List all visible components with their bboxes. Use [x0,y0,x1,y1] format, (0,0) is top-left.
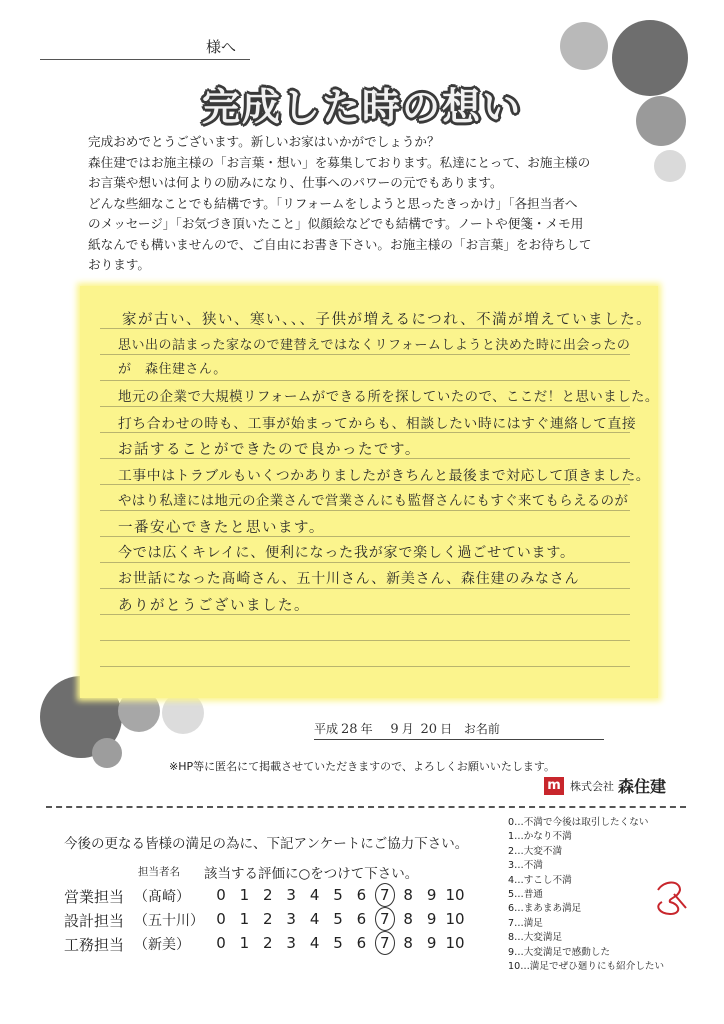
letter-line: 工事中はトラブルもいくつかありましたがきちんと最後まで対応して頂きました。 [118,468,651,484]
rating-row [64,886,464,910]
rating-option[interactable]: 4 [309,886,320,904]
rating-option[interactable]: 10 [445,934,465,952]
letter-line: 打ち合わせの時も、工事が始まってからも、相談したい時にはすぐ連絡して直接 [118,416,637,432]
rating-option[interactable]: 6 [356,886,367,904]
rating-option[interactable]: 6 [356,934,367,952]
rating-row-label: 工務担当 [64,936,125,954]
ruled-line [100,640,630,641]
rating-legend [508,816,664,974]
ruled-line [100,484,630,485]
letter-line: 家が古い、狭い、寒い、、、子供が増えるにつれ、不満が増えていました。 [122,312,653,328]
letter-line: 今では広くキレイに、便利になった我が家で楽しく過ごせています。 [118,545,575,561]
staff-name: （髙崎） [134,889,190,905]
rating-option[interactable]: 2 [263,886,273,904]
rating-option[interactable]: 3 [286,934,296,952]
rating-option[interactable]: 7 [374,934,396,952]
addressee-suffix: 様へ [205,38,236,56]
rating-option[interactable]: 0 [216,910,226,928]
month-unit: 月 [401,722,414,736]
ruled-line [100,406,630,407]
legend-item: 7…満足 [508,917,543,929]
rating-option[interactable]: 9 [426,886,437,904]
rating-option[interactable]: 5 [333,934,343,952]
survey-title: 今後の更なる皆様の満足の為に、下記アンケートにご協力下さい。 [64,836,469,852]
rating-row-label: 設計担当 [64,912,125,930]
addressee-line [40,36,250,60]
legend-item: 2…大変不満 [508,845,563,857]
rating-row [64,934,464,958]
intro-line: お言葉や想いは何よりの励みになり、仕事へのパワーの元でもあります。 [88,175,503,190]
rating-option[interactable]: 0 [216,886,226,904]
company-name: 森住建 [618,777,667,796]
rating-option[interactable]: 0 [216,934,226,952]
day-value: 20 [420,722,438,737]
letter-line: 一番安心できたと思います。 [118,520,325,536]
year-unit: 年 [360,722,373,736]
decor-circle [162,692,204,734]
intro-line: 紙なんでも構いませんので、ご自由にお書き下さい。お施主様の「お言葉」をお待ちして [88,236,592,252]
name-label: お名前 [463,722,500,736]
rating-option[interactable]: 9 [426,910,437,928]
legend-item: 8…大変満足 [508,932,563,944]
intro-line: おります。 [88,257,150,272]
rating-row-label: 営業担当 [64,888,125,906]
staff-name: （五十川） [134,913,204,929]
legend-item: 0…不満で今後は取引したくない [508,817,649,828]
rating-option[interactable]: 10 [445,910,465,928]
rating-option[interactable]: 8 [403,910,413,928]
legend-item: 6…まあまあ満足 [508,903,582,915]
rating-option[interactable]: 6 [356,910,367,928]
day-unit: 日 [440,722,453,736]
intro-line: のメッセージ」「お気づき頂いたこと」似顔絵などでも結構です。ノートや便箋・メモ用 [88,216,584,231]
ruled-line [100,588,630,589]
rating-option[interactable]: 4 [309,934,320,952]
letter-line: ありがとうございました。 [118,598,310,614]
rating-option[interactable]: 1 [239,910,250,928]
ruled-line [100,562,630,563]
handwritten-stamp-icon [650,876,690,918]
rating-option[interactable]: 7 [374,886,396,904]
rating-option[interactable]: 1 [239,934,250,952]
intro-line: どんな些細なことでも結構です。「リフォームをしようと思ったきっかけ」「各担当者へ [88,195,578,211]
rating-option[interactable]: 4 [309,910,320,928]
decor-circle [560,22,608,70]
rating-option[interactable]: 7 [374,910,396,928]
publication-notice: ※HP等に匿名にて掲載させていただきますので、よろしくお願いいたします。 [168,760,556,773]
staff-name-header: 担当者名 [138,866,180,878]
rating-option[interactable]: 10 [445,886,465,904]
legend-item: 9…大変満足で感動した [508,946,611,958]
rating-option[interactable]: 8 [403,934,413,952]
survey-instruction: 該当する評価に○をつけて下さい。 [204,866,419,882]
rating-option[interactable]: 3 [286,910,296,928]
date-signature-row [314,720,604,740]
letter-line: 地元の企業で大規模リフォームができる所を探していたので、ここだ！と思いました。 [118,390,659,405]
rating-row [64,910,464,934]
decor-circle [654,150,686,182]
legend-item: 4…すこし不満 [508,874,572,886]
rating-option[interactable]: 9 [426,934,437,952]
rating-option[interactable]: 2 [263,910,273,928]
ruled-line [100,432,630,433]
year-value: 28 [341,722,358,737]
letter-line: 思い出の詰まった家なので建替えではなくリフォームしようと決めた時に出会ったのが 森住建さん。 [118,338,631,377]
legend-item: 10…満足でぜひ廻りにも紹介したい [508,961,665,973]
company-signature [544,774,666,797]
legend-item: 3…不満 [508,860,543,872]
era-label: 平成 [314,722,339,736]
ruled-line [100,510,630,511]
legend-item: 1…かなり不満 [508,831,572,843]
letter-line: やはり私達には地元の企業さんで営業さんにも監督さんにもすぐ来てもらえるのが [118,494,629,509]
dashed-divider [46,806,686,808]
intro-line: 森住建ではお施主様の「お言葉・想い」を募集しております。私達にとって、お施主様の [88,154,591,170]
rating-option[interactable]: 8 [403,886,413,904]
rating-option[interactable]: 2 [263,934,273,952]
page-title: 完成した時の想い [201,85,522,129]
letter-line: お話することができたので良かったです。 [118,442,421,458]
staff-name: （新美） [134,937,190,953]
legend-item: 5…普通 [508,889,543,901]
rating-option[interactable]: 3 [286,886,296,904]
letter-line: お世話になった髙崎さん、五十川さん、新美さん、森住建のみなさん [118,571,580,587]
rating-option[interactable]: 5 [333,886,343,904]
intro-line: 完成おめでとうございます。新しいお家はいかがでしょうか？ [88,134,440,149]
company-logo-icon: m [544,777,564,795]
intro-text [88,132,644,276]
ruled-line [100,666,630,667]
rating-option[interactable]: 5 [333,910,343,928]
company-prefix: 株式会社 [570,779,614,793]
month-value: 9 [390,722,399,737]
rating-option[interactable]: 1 [239,886,250,904]
